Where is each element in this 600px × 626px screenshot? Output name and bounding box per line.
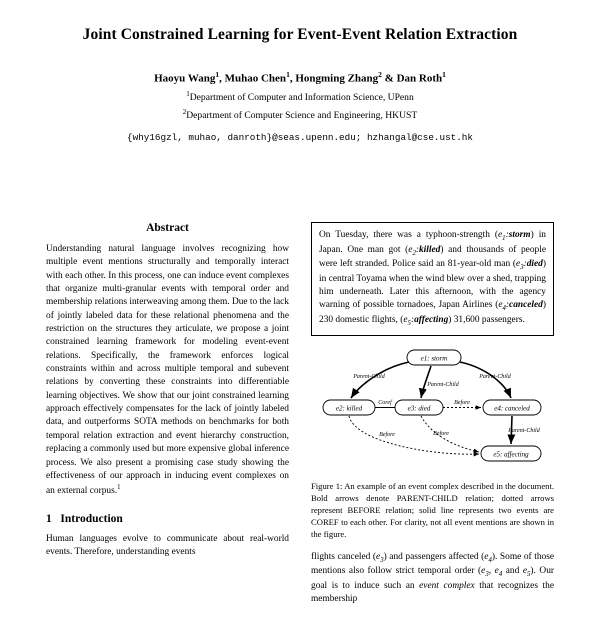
edge-label-before-2: Before bbox=[379, 432, 395, 439]
affiliation-sup-1: 1 bbox=[186, 89, 190, 98]
event-node-storm-label: e1: storm bbox=[420, 354, 448, 363]
section-title: Introduction bbox=[60, 512, 123, 525]
edge-label-before-1: Before bbox=[454, 400, 470, 407]
affiliation-sup-2: 2 bbox=[182, 107, 187, 116]
event-node-died-label: e3: died bbox=[407, 404, 431, 413]
affiliation-text-2: Department of Computer Science and Engineering, HKUST bbox=[186, 109, 418, 121]
event-complex-figure bbox=[311, 346, 554, 474]
right-column-paragraph: flights canceled $(e_3)$ and passengers affected $(e_4)$. Some of those mentions also follow strict temporal order ($e_3$, $e_4$ and $e_5$). Our goal is to induce such an event complex that recognizes the membership bbox=[311, 551, 555, 604]
author-sup-4: 1 bbox=[442, 70, 446, 79]
event-node-killed bbox=[323, 400, 375, 415]
author-sup-1: 1 bbox=[215, 70, 220, 79]
affiliation-1 bbox=[40, 90, 560, 105]
email-brace-open: { bbox=[127, 131, 133, 143]
author-name-4: Dan Roth bbox=[396, 72, 443, 85]
author-sup-2: 1 bbox=[286, 70, 290, 79]
event-node-died bbox=[395, 400, 443, 415]
abstract-paragraph bbox=[46, 243, 289, 499]
event-graph-svg bbox=[311, 346, 554, 474]
abstract-heading: Abstract bbox=[146, 222, 189, 234]
author-name-2: Muhao Chen bbox=[224, 72, 287, 85]
edge-label-parent-child-2: Parent-Child bbox=[427, 382, 459, 389]
affiliation-2 bbox=[40, 108, 560, 123]
event-node-canceled bbox=[483, 400, 541, 415]
event-node-affecting-label: e5: affecting bbox=[493, 450, 529, 459]
edge-label-before-3: Before bbox=[433, 431, 449, 438]
edge-before-died-affecting bbox=[421, 416, 479, 452]
abstract-footnote-marker: 1 bbox=[117, 484, 121, 492]
page-title: Joint Constrained Learning for Event-Event Relation Extraction bbox=[82, 26, 518, 43]
email-group-1: why16gzl, muhao, danroth bbox=[132, 131, 267, 143]
email-brace-close: } bbox=[266, 131, 273, 143]
author-sup-3: 2 bbox=[378, 70, 382, 79]
author-emails bbox=[40, 131, 560, 144]
abstract-text: Understanding natural language involves recognizing how multiple event mentions structurally and temporally interact with each other. In this process, one can induce event complexes that organize multi-granular events with temporal order and membership relations interweaving among them. Due to the lack of jointly labeled data for these relational phenomena and the restriction on the structures they articulate, we propose a joint constrained learning framework for modeling event-event relations. Specifically, the framework enforces logical constraints within and across multiple temporal and subevent relations by converting these constraints into differentiable learning objectives. We show that our joint constrained learning approach effectively compensates for the lack of jointly labeled data, and outperforms SOTA methods on benchmarks for both temporal relation extraction and event hierarchy construction, replacing a commonly used but more expensive global inference process. We also present a promising case study showing the effectiveness of our approach in inducing event complexes on an external corpus. bbox=[46, 244, 289, 497]
event-node-affecting bbox=[481, 446, 541, 461]
edge-label-parent-child-3: Parent-Child bbox=[479, 374, 511, 381]
two-column-body bbox=[46, 222, 554, 606]
author-conjunction: & bbox=[384, 72, 394, 85]
event-node-killed-label: e2: killed bbox=[335, 404, 363, 413]
edge-before-killed-affecting bbox=[349, 416, 479, 454]
left-column bbox=[46, 222, 289, 606]
author-name-3: Hongming Zhang bbox=[295, 72, 379, 85]
edge-parent-child-storm-canceled bbox=[460, 362, 511, 398]
example-document-box: On Tuesday, there was a typhoon-strength $(e_1:storm)$ in Japan. One man got $(e_2:killed)$ and thousands of people were left stranded. Police said an 81-year-old man $(e_3:died)$ in central Toyama when the wind blew over a shed, trapping him underneath. Later this afternoon, with the agency warning of possible tornadoes, Japan Airlines $(e_4:canceled)$ 230 domestic flights, $(e_5:affecting)$ 31,600 passengers. bbox=[311, 222, 554, 336]
email-domain-1: @seas.upenn.edu; bbox=[272, 131, 362, 143]
right-column bbox=[311, 222, 554, 606]
author-list: Haoyu Wang$^1$, Muhao Chen$^1$, Hongming Zhang$^2$ & Dan Roth$^1$ bbox=[154, 70, 446, 85]
event-node-canceled-label: e4: canceled bbox=[494, 404, 530, 413]
section-heading-introduction bbox=[46, 513, 289, 525]
affiliation-text-1: Department of Computer and Information Science, UPenn bbox=[189, 91, 414, 103]
event-node-storm bbox=[407, 350, 461, 365]
edge-label-parent-child-1: Parent-Child bbox=[353, 374, 385, 381]
figure-caption: Figure 1: An example of an event complex described in the document. Bold arrows denote PARENT-CHILD relation; dotted arrows represent BEFORE relation; solid line represents two events are COREF to each other. For clarity, not all event mentions are shown in the figure. bbox=[311, 481, 554, 539]
edge-label-parent-child-4: Parent-Child bbox=[508, 428, 540, 435]
paper-page bbox=[0, 26, 600, 626]
section-number: 1 bbox=[46, 512, 52, 525]
introduction-paragraph: Human languages evolve to communicate about real-world events. Therefore, understanding events bbox=[46, 533, 289, 557]
edge-parent-child-storm-killed bbox=[351, 362, 409, 398]
edge-label-coref: Coref bbox=[378, 400, 392, 407]
email-user-2: hzhangal@cse.ust.hk bbox=[366, 131, 473, 143]
author-name-1: Haoyu Wang bbox=[154, 72, 216, 85]
